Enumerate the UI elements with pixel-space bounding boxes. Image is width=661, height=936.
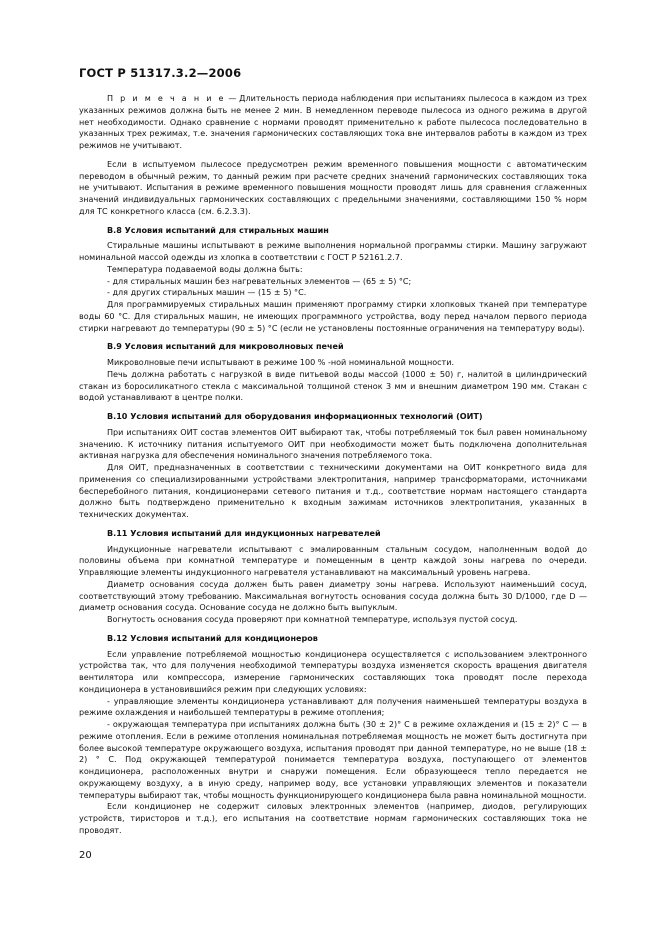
power-boost-paragraph: Если в испытуемом пылесосе предусмотрен режим временного повышения мощности с автоматическим переводом в обычный режим, то данный режим при расчете средних значений гармонических составляющих тока не учитывают. Испытания в режиме временного повышения мощности проводят лишь для сравнения сглаженных значений индивидуальных гармонических составляющих с предельными значениями, составляющими 150 % норм для ТС конкретного класса (см. 6.2.3.3). [79, 159, 587, 216]
section-b11-heading: В.11 Условия испытаний для индукционных нагревателей [107, 528, 381, 538]
b12-dash-2: - окружающая температура при испытаниях должна быть (30 ± 2)° С в режиме охлаждения и (15 ± 2)° С — в режиме отопления. Если в режиме отопления номинальная потребляемая мощность не может быть достигнута при более высокой температуре окружающего воздуха, испытания проводят при данной температуре, но не выше (18 ± 2) ° С. Под окружающей температурой понимается температура воздуха, поступающего от элементов кондиционера, расположенных внутри и снаружи помещения. Если образующееся тепло передается не окружающему воздуху, а в иную среду, например воду, все установки управляющих элементов и показатели температуры выбирают так, чтобы мощность функционирующего кондиционера была равна номинальной мощности. [79, 720, 587, 800]
section-b10-heading: В.10 Условия испытаний для оборудования информационных технологий (ОИТ) [107, 412, 483, 421]
section-b8-heading: В.8 Условия испытаний для стиральных машин [107, 225, 329, 235]
b8-paragraph-1: Стиральные машины испытывают в режиме выполнения нормальной программы стирки. Машину загружают номинальной массой одежды из хлопка в соответствии с ГОСТ Р 52161.2.7. [79, 241, 587, 262]
section-b9-heading: В.9 Условия испытаний для микроволновых печей [107, 342, 344, 352]
section-b12-heading: В.12 Условия испытаний для кондиционеров [107, 633, 318, 643]
b11-paragraph-1: Индукционные нагреватели испытывают с эмалированным стальным сосудом, наполненным водой до половины объема при комнатной температуре и помещенным в центр каждой зоны нагрева по очереди. Управляющие элементы индукционного нагревателя устанавливают на максимальный уровень нагрева. [79, 544, 587, 577]
note-text: — Длительность периода наблюдения при испытаниях пылесоса в каждом из трех указанных режимов должна быть не менее 2 мин. В немедленном переводе пылесоса из одного режима в другой нет необходимости. Однако сравнение с нормами проводят применительно к работе пылесоса последовательно в указанных трех режимах, т.е. значения гармонических составляющих тока вне интервалов работы в каждом из трех режимов не учитывают. [79, 94, 588, 150]
document-body [79, 93, 587, 837]
note-paragraph [79, 93, 587, 152]
document-header: ГОСТ Р 51317.3.2—2006 [79, 66, 242, 80]
b9-paragraph-2: Печь должна работать с нагрузкой в виде питьевой воды массой (1000 ± 50) г, налитой в цилиндрический стакан из боросиликатного стекла с максимальной толщиной стенок 3 мм и внешним диаметром 190 мм. Стакан с водой устанавливают в центре полки. [79, 369, 587, 403]
b12-paragraph-2: Если кондиционер не содержит силовых электронных элементов (например, диодов, регулирующих устройств, тиристоров и т.д.), его испытания на соответствие нормам гармонических составляющих тока не проводят. [79, 802, 587, 835]
b8-dash-1: - для стиральных машин без нагревательных элементов — (65 ± 5) °С; [107, 276, 412, 286]
b8-dash-2: - для других стиральных машин — (15 ± 5) °С. [107, 288, 307, 298]
b12-paragraph-1: Если управление потребляемой мощностью кондиционера осуществляется с использованием электронного устройства так, что для получения необходимой температуры воздуха изменяется скорость вращения двигателя вентилятора или компрессора, измерение гармонических составляющих тока проводят после перехода кондиционера в установившийся режим при следующих условиях: [79, 649, 587, 694]
b12-dash-1: - управляющие элементы кондиционера устанавливают для получения наименьшей температуры воздуха в режиме охлаждения и наибольшей температуры в режиме отопления; [79, 696, 587, 718]
b11-paragraph-3: Вогнутость основания сосуда проверяют при комнатной температуре, используя пустой сосуд. [107, 615, 518, 624]
b10-paragraph-2: Для ОИТ, предназначенных в соответствии с техническими документами на ОИТ конкретного вида для применения со специализированными устройствами электропитания, например трансформаторами, источниками бесперебойного питания, кондиционерами сетевого питания и т.д., соответствие нормам настоящего стандарта должно быть подтверждено применительно к входным зажимам источников электропитания, указанных в технических документах. [79, 463, 587, 519]
b9-paragraph-1: Микроволновые печи испытывают в режиме 100 % -ной номинальной мощности. [107, 358, 455, 367]
note-label: П р и м е ч а н и е [107, 94, 226, 103]
b8-paragraph-2: Температура подаваемой воды должна быть: [107, 264, 303, 274]
b10-paragraph-1: При испытаниях ОИТ состав элементов ОИТ выбирают так, чтобы потребляемый ток был равен номинальному значению. К источнику питания испытуемого ОИТ при необходимости может быть подключена дополнительная активная нагрузка для обеспечения номинального значения потребляемого тока. [79, 427, 587, 461]
page-number: 20 [79, 850, 92, 861]
b8-paragraph-3: Для программируемых стиральных машин применяют программу стирки хлопковых тканей при температуре воды 60 °С. Для стиральных машин, не имеющих программного устройства, воду перед началом первого периода стирки нагревают до температуры (90 ± 5) °С (если не установлены постоянные ограничения на температуру воды). [79, 300, 587, 333]
b11-paragraph-2: Диаметр основания сосуда должен быть равен диаметру зоны нагрева. Используют наименьший сосуд, соответствующий этому требованию. Максимальная вогнутость основания сосуда должна быть 30 D/1000, где D — диаметр основания сосуда. Основание сосуда не должно быть выпуклым. [79, 579, 587, 613]
